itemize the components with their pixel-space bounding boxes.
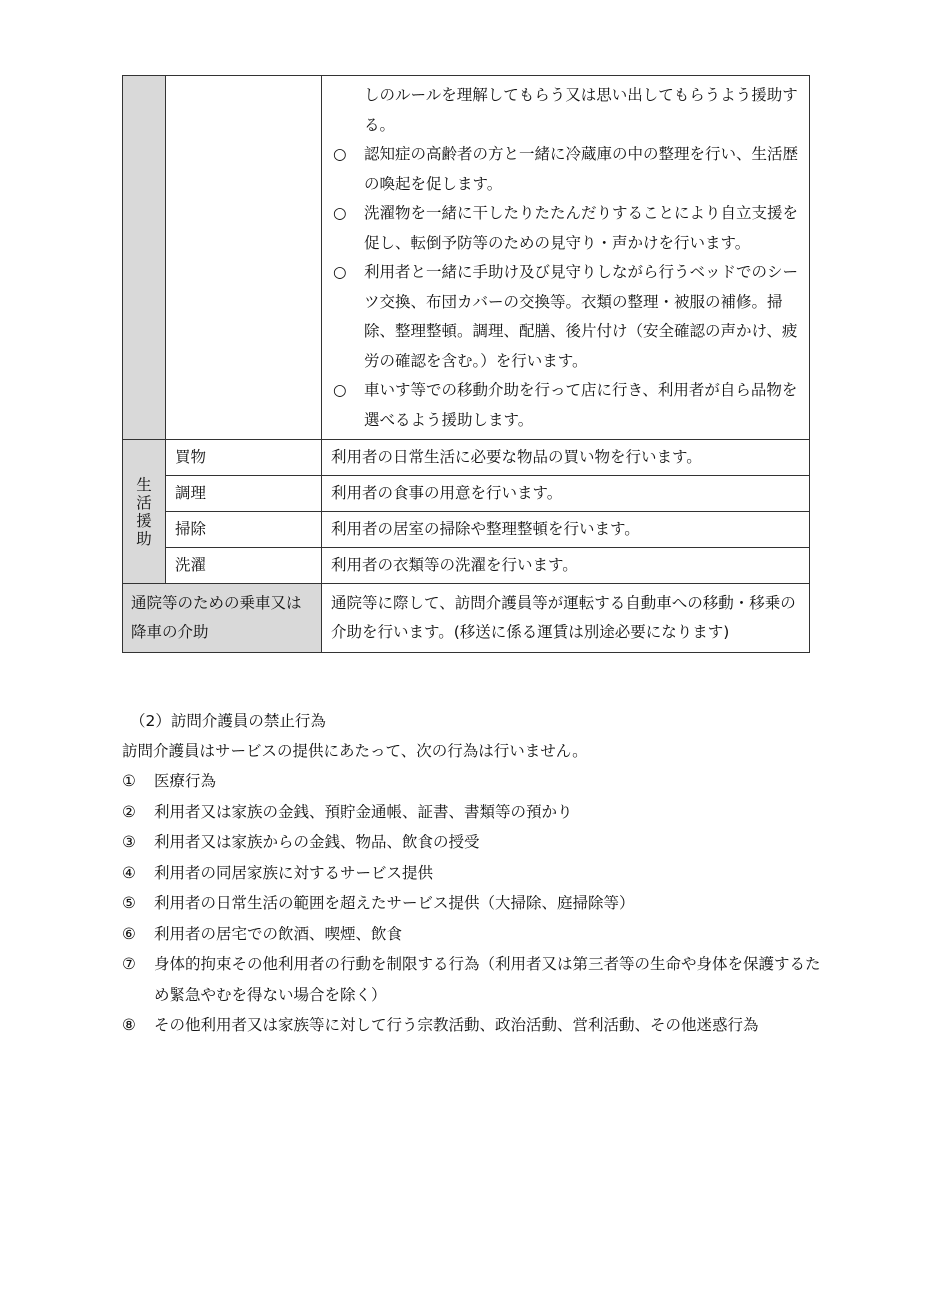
list-item: ① 医療行為 bbox=[122, 766, 822, 797]
transport-label-cell: 通院等のための乗車又は降車の介助 bbox=[123, 584, 322, 653]
service-desc-cell: 利用者の衣類等の洗濯を行います。 bbox=[322, 548, 810, 584]
list-item: ⑦ 身体的拘束その他利用者の行動を制限する行為（利用者又は第三者等の生命や身体を保護するため緊急やむを得ない場合を除く） bbox=[122, 949, 822, 1010]
service-name-cell: 買物 bbox=[166, 440, 322, 476]
table-row bbox=[123, 548, 810, 584]
list-item: ② 利用者又は家族の金銭、預貯金通帳、証書、書類等の預かり bbox=[122, 797, 822, 828]
list-item: ⑥ 利用者の居宅での飲酒、喫煙、飲食 bbox=[122, 919, 822, 950]
transport-desc-cell: 通院等に際して、訪問介護員等が運転する自動車への移動・移乗の介助を行います。(移送に係る運賃は別途必要になります) bbox=[322, 584, 810, 653]
circle-bullet-icon: ○ bbox=[333, 204, 347, 222]
item-number: ① bbox=[122, 772, 136, 790]
table-row bbox=[123, 476, 810, 512]
list-item: ○ 洗濯物を一緒に干したりたたんだりすることにより自立支援を促し、転倒予防等のための見守り・声かけを行います。 bbox=[331, 199, 800, 258]
item-number: ⑥ bbox=[122, 924, 136, 943]
prohibited-acts-section bbox=[122, 706, 822, 1041]
service-desc-cell: 利用者の日常生活に必要な物品の買い物を行います。 bbox=[322, 440, 810, 476]
category-cell-continued bbox=[123, 76, 166, 440]
service-name-cell: 洗濯 bbox=[166, 548, 322, 584]
item-number: ④ bbox=[122, 863, 136, 882]
item-number: ③ bbox=[122, 833, 136, 851]
subcategory-cell-continued bbox=[166, 76, 322, 440]
table-row bbox=[123, 76, 810, 440]
table-row bbox=[123, 440, 810, 476]
continued-text: しのルールを理解してもらう又は思い出してもらうよう援助する。 bbox=[364, 86, 798, 134]
detail-cell bbox=[322, 76, 810, 440]
circle-bullet-icon: ○ bbox=[333, 263, 347, 281]
list-item: ④ 利用者の同居家族に対するサービス提供 bbox=[122, 858, 822, 889]
list-item: ○ 認知症の高齢者の方と一緒に冷蔵庫の中の整理を行い、生活歴の喚起を促します。 bbox=[331, 140, 800, 199]
service-name-cell: 調理 bbox=[166, 476, 322, 512]
service-table bbox=[122, 75, 810, 653]
service-desc-cell: 利用者の居室の掃除や整理整頓を行います。 bbox=[322, 512, 810, 548]
life-support-label: 生 活 援 助 bbox=[136, 475, 152, 548]
section-intro: 訪問介護員はサービスの提供にあたって、次の行為は行いません。 bbox=[122, 742, 588, 760]
list-item: ○ 車いす等での移動介助を行って店に行き、利用者が自ら品物を選べるよう援助します。 bbox=[331, 376, 800, 435]
service-desc-cell: 利用者の食事の用意を行います。 bbox=[322, 476, 810, 512]
circle-bullet-icon: ○ bbox=[333, 381, 347, 399]
table-row bbox=[123, 584, 810, 653]
service-name-cell: 掃除 bbox=[166, 512, 322, 548]
circle-bullet-icon: ○ bbox=[333, 145, 347, 163]
life-support-category-cell bbox=[123, 440, 166, 584]
section-heading: （2）訪問介護員の禁止行為 bbox=[130, 712, 326, 730]
item-number: ⑦ bbox=[122, 955, 136, 973]
item-number: ⑤ bbox=[122, 894, 136, 912]
list-item: ⑧ その他利用者又は家族等に対して行う宗教活動、政治活動、営利活動、その他迷惑行為 bbox=[122, 1010, 822, 1041]
list-item: ⑤ 利用者の日常生活の範囲を超えたサービス提供（大掃除、庭掃除等） bbox=[122, 888, 822, 919]
table-row bbox=[123, 512, 810, 548]
list-item: ③ 利用者又は家族からの金銭、物品、飲食の授受 bbox=[122, 827, 822, 858]
list-item: ○ 利用者と一緒に手助け及び見守りしながら行うベッドでのシーツ交換、布団カバーの交換等。衣類の整理・被服の補修。掃除、整理整頓。調理、配膳、後片付け（安全確認の声かけ、疲労の確認を含む。）を行います。 bbox=[331, 258, 800, 376]
item-number: ⑧ bbox=[122, 1016, 136, 1034]
item-number: ② bbox=[122, 802, 136, 821]
